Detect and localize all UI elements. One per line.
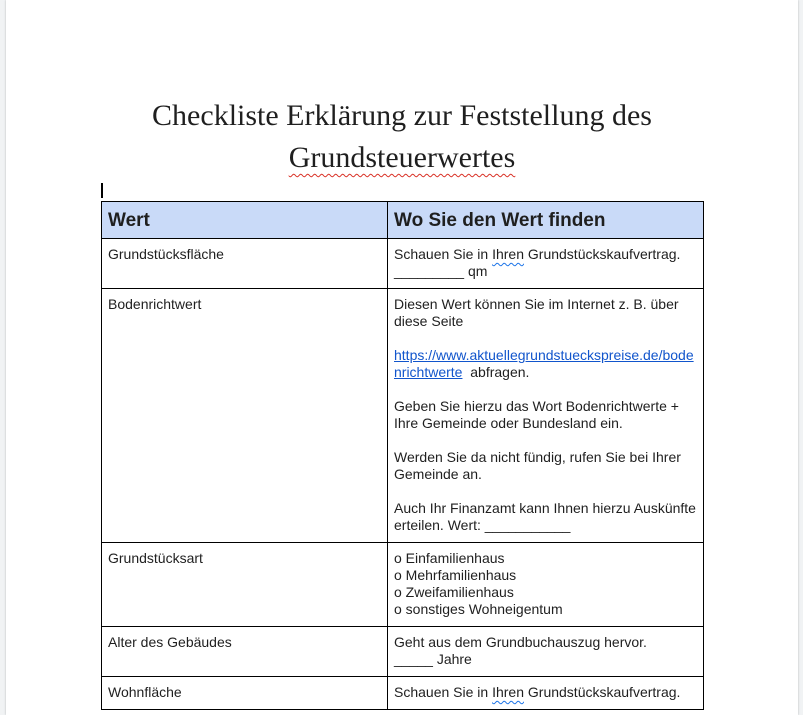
option-item: o Einfamilienhaus (394, 550, 505, 566)
document-title (102, 95, 702, 179)
cell-value-grundstuecksart[interactable] (388, 543, 704, 627)
paragraph: Werden Sie da nicht fündig, rufen Sie bei Ihrer Gemeinde an. (394, 449, 681, 482)
checklist-table (101, 201, 704, 710)
cell-label-alter[interactable]: Alter des Gebäudes (102, 627, 388, 677)
row-text (394, 246, 697, 263)
table-header-row (102, 202, 704, 239)
paragraph: Geben Sie hierzu das Wort Bodenrichtwerte + Ihre Gemeinde oder Bundesland ein. (394, 398, 679, 431)
cell-label-wohnflaeche[interactable]: Wohnfläche (102, 677, 388, 710)
text-fragment: Grundstückskaufvertrag. (524, 246, 681, 262)
table-row (102, 543, 704, 627)
header-wo-finden[interactable]: Wo Sie den Wert finden (388, 202, 704, 239)
header-wert[interactable]: Wert (102, 202, 388, 239)
text-fragment: abfragen. (462, 364, 530, 380)
table-row (102, 677, 704, 710)
blank-line: _____ Jahre (394, 651, 472, 667)
option-item: o Zweifamilienhaus (394, 584, 514, 600)
table-row (102, 239, 704, 289)
spellcheck-word[interactable]: Ihren (492, 246, 524, 262)
cell-label-bodenrichtwert[interactable]: Bodenrichtwert (102, 289, 388, 543)
blank-line: _________ qm (394, 263, 488, 279)
link-paragraph (394, 347, 697, 381)
row-text (394, 684, 697, 701)
paragraph: Auch Ihr Finanzamt kann Ihnen hierzu Auskünfte erteilen. Wert: ___________ (394, 500, 696, 533)
row-text: Geht aus dem Grundbuchauszug hervor. (394, 634, 647, 650)
option-item: o Mehrfamilienhaus (394, 567, 517, 583)
title-line-1: Checkliste Erklärung zur Feststellung des (152, 99, 652, 132)
bodenrichtwert-link[interactable]: https://www.aktuellegrundstueckspreise.de/bodenrichtwerte (394, 347, 694, 380)
text-fragment: Schauen Sie in (394, 684, 493, 700)
option-item: o sonstiges Wohneigentum (394, 601, 563, 617)
title-line-2-text: Grundsteuerwertes (288, 141, 516, 174)
text-cursor (101, 183, 103, 198)
cell-value-wohnflaeche[interactable] (388, 677, 704, 710)
cell-value-alter[interactable] (388, 627, 704, 677)
cell-value-bodenrichtwert[interactable] (388, 289, 704, 543)
text-fragment: Grundstückskaufvertrag. (524, 684, 681, 700)
table-row (102, 289, 704, 543)
document-page (6, 0, 798, 715)
cell-label-grundstuecksflaeche[interactable]: Grundstücksfläche (102, 239, 388, 289)
paragraph: Diesen Wert können Sie im Internet z. B. über diese Seite (394, 296, 679, 329)
title-line-2 (102, 137, 702, 179)
cell-value-grundstuecksflaeche[interactable] (388, 239, 704, 289)
table-row (102, 627, 704, 677)
text-fragment: Schauen Sie in (394, 246, 493, 262)
spellcheck-word[interactable]: Ihren (492, 684, 524, 700)
cell-label-grundstuecksart[interactable]: Grundstücksart (102, 543, 388, 627)
